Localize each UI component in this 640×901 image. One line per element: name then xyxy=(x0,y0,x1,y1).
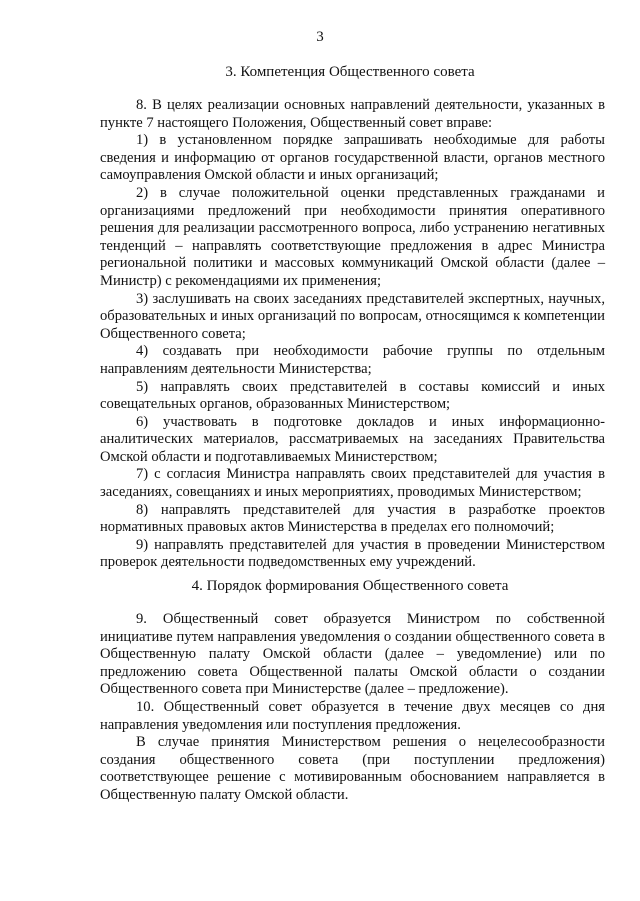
section-3-body xyxy=(100,97,605,572)
list-item-1: 1) в установленном порядке запрашивать необходимые для работы сведения и информацию от органов государственной власти, органов местного самоуправления Омской области и иных организаций; xyxy=(100,132,605,184)
list-item-5: 5) направлять своих представителей в составы комиссий и иных совещательных органов, образованных Министерством; xyxy=(100,378,605,413)
section-4-body xyxy=(100,611,605,805)
page-number: 3 xyxy=(316,29,324,45)
list-item-2: 2) в случае положительной оценки представленных гражданами и организациями предложений при необходимости принятия оперативного решения для реализации рассмотренного вопроса, либо устранению негативных тенденций – направлять соответствующие предложения в адрес Министра региональной политики и массовых коммуникаций Омской области (далее – Министр) с рекомендациями их применения; xyxy=(100,184,605,289)
section-4-heading: 4. Порядок формирования Общественного совета xyxy=(191,578,509,594)
section-3-heading: 3. Компетенция Общественного совета xyxy=(225,64,475,80)
list-item-4: 4) создавать при необходимости рабочие группы по отдельным направлениям деятельности Министерства; xyxy=(100,343,605,377)
list-item-3: 3) заслушивать на своих заседаниях представителей экспертных, научных, образовательных и иных организаций по вопросам, относящимся к компетенции Общественного совета; xyxy=(100,290,605,342)
list-item-8: 8) направлять представителей для участия в разработке проектов нормативных правовых актов Министерства в пределах его полномочий; xyxy=(100,501,605,536)
list-item-9: 9) направлять представителей для участия в проведении Министерством проверок деятельности подведомственных ему учреждений. xyxy=(100,536,605,571)
paragraph-9: 9. Общественный совет образуется Министром по собственной инициативе путем направления уведомления о создании общественного совета в Общественную палату Омской области (далее – уведомление) или по предложению совета Общественной палаты Омской области о создании Общественного совета при Министерстве (далее – предложение). xyxy=(100,611,605,698)
list-item-7: 7) с согласия Министра направлять своих представителей для участия в заседаниях, совещаниях и иных мероприятиях, проводимых Министерством; xyxy=(100,466,605,501)
paragraph-8: 8. В целях реализации основных направлений деятельности, указанных в пункте 7 настоящего Положения, Общественный совет вправе: xyxy=(100,97,605,131)
paragraph-10-continuation: В случае принятия Министерством решения о нецелесообразности создания общественного совета (при поступлении предложения) соответствующее решение с мотивированным обоснованием направляется в Общественную палату Омской области. xyxy=(100,734,605,803)
paragraph-10: 10. Общественный совет образуется в течение двух месяцев со дня направления уведомления или поступления предложения. xyxy=(100,698,605,733)
list-item-6: 6) участвовать в подготовке докладов и иных информационно-аналитических материалов, рассматриваемых на заседаниях Правительства Омской области и подготавливаемых Министерством; xyxy=(100,413,605,465)
